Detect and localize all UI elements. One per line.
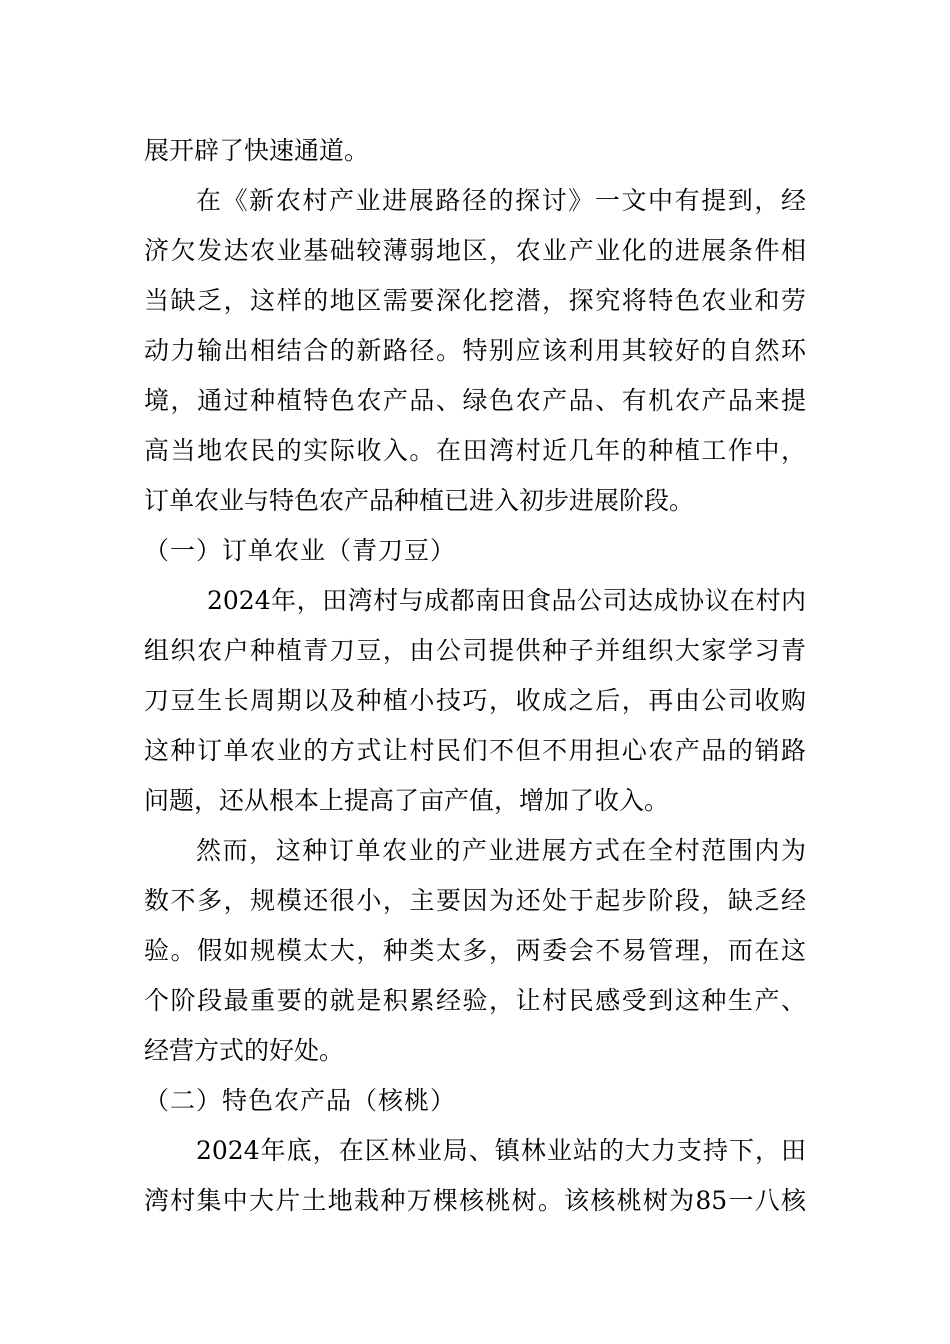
paragraph-start-line: 2024年，田湾村与成都南田食品公司达成协议在村内: [207, 586, 806, 615]
text-line: 这种订单农业的方式让村民们不但不用担心农产品的销路: [144, 736, 806, 765]
paragraph-start-line: 然而，这种订单农业的产业进展方式在全村范围内为: [196, 836, 806, 865]
text-line: 境，通过种植特色农产品、绿色农产品、有机农产品来提: [144, 386, 806, 415]
text-line: 问题，还从根本上提高了亩产值，增加了收入。: [144, 786, 670, 815]
text-line: 数不多，规模还很小，主要因为还处于起步阶段，缺乏经: [144, 886, 806, 915]
text-line: 动力输出相结合的新路径。特别应该利用其较好的自然环: [144, 336, 806, 365]
text-line: 个阶段最重要的就是积累经验，让村民感受到这种生产、: [144, 986, 806, 1015]
paragraph-start-line: 2024年底，在区林业局、镇林业站的大力支持下，田: [196, 1136, 806, 1165]
text-line: 高当地农民的实际收入。在田湾村近几年的种植工作中，: [144, 436, 806, 465]
text-line: 经营方式的好处。: [144, 1036, 345, 1065]
text-line: 当缺乏，这样的地区需要深化挖潜，探究将特色农业和劳: [144, 286, 806, 315]
text-line: 湾村集中大片土地栽种万棵核桃树。该核桃树为85一八核: [144, 1186, 806, 1215]
section-heading: （二）特色农产品（核桃）: [144, 1086, 457, 1115]
paragraph-start-line: 在《新农村产业进展路径的探讨》一文中有提到，经: [196, 186, 806, 215]
text-line: 展开辟了快速通道。: [144, 136, 370, 165]
text-line: 组织农户种植青刀豆，由公司提供种子并组织大家学习青: [144, 636, 806, 665]
section-heading: （一）订单农业（青刀豆）: [144, 536, 457, 565]
text-line: 刀豆生长周期以及种植小技巧，收成之后，再由公司收购: [144, 686, 806, 715]
text-line: 验。假如规模太大，种类太多，两委会不易管理，而在这: [144, 936, 806, 965]
text-line: 订单农业与特色农产品种植已进入初步进展阶段。: [144, 486, 695, 515]
text-line: 济欠发达农业基础较薄弱地区，农业产业化的进展条件相: [144, 236, 806, 265]
